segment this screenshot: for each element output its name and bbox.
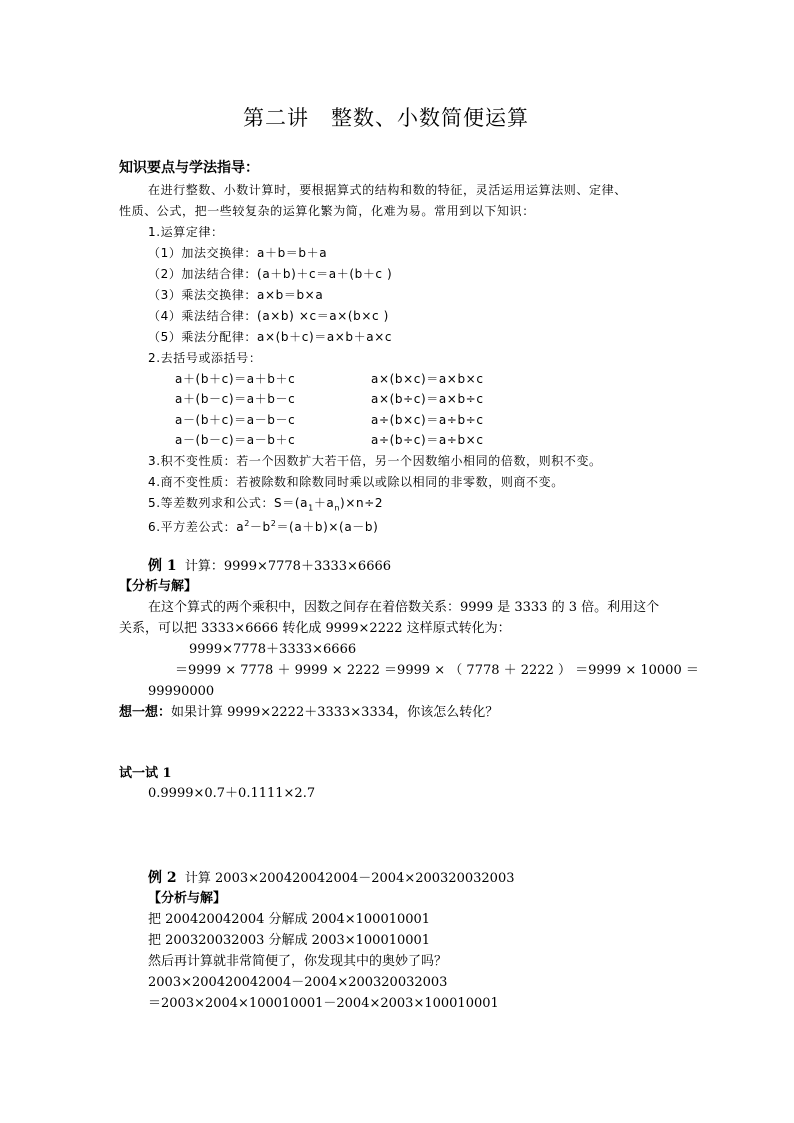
section-4-property: 4.商不变性质：若被除数和除数同时乘以或除以相同的非零数，则商不变。 — [148, 475, 564, 489]
section-2-heading: 2.去括号或添括号： — [148, 351, 262, 365]
example-2-step: 把 200420042004 分解成 2004×100010001 — [148, 912, 431, 927]
page-title: 第二讲 整数、小数简便运算 — [243, 106, 529, 130]
law-item: （5）乘法分配律：a×(b＋c)＝a×b＋a×c — [148, 330, 393, 344]
law-item: （1）加法交换律：a＋b＝b＋a — [148, 246, 328, 260]
section-6-formula: 6.平方差公式：$a^2-b^2=(a+b)\times(a-b)$ — [148, 519, 379, 534]
law-item: （3）乘法交换律：a×b＝b×a — [148, 288, 324, 302]
example-2-analysis-label: 【分析与解】 — [148, 891, 227, 906]
example-2-label: 例 2 — [148, 870, 177, 886]
bracket-rule-right: a×(b×c)＝a×b×c — [371, 372, 484, 386]
example-2-step: 2003×200420042004－2004×200320032003 — [148, 975, 448, 990]
knowledge-heading: 知识要点与学法指导： — [119, 160, 259, 176]
section-5-formula: 5.等差数列求和公式：$S=(a_1+a_n)\times n\div 2$ — [148, 496, 384, 513]
example-2-step: 把 200320032003 分解成 2003×100010001 — [148, 933, 431, 948]
example-2 — [148, 868, 514, 889]
example-1-problem: 计算：9999×7778＋3333×6666 — [184, 559, 392, 574]
example-1-label: 例 1 — [148, 558, 177, 574]
section-1-heading: 1.运算定律： — [148, 225, 224, 239]
example-2-step: 然后再计算就非常简便了，你发现其中的奥妙了吗？ — [148, 954, 448, 969]
intro-line-1: 在进行整数、小数计算时，要根据算式的结构和数的特征，灵活运用运算法则、定律、 — [148, 183, 627, 197]
try-1-label: 试一试 1 — [119, 766, 172, 781]
example-1-calc-line-2: ＝9999 × 7778 ＋ 9999 × 2222 ＝9999 × （ 7778 ＋ 2222 ） ＝9999 × 10000 ＝ — [175, 663, 699, 678]
example-1-calc-line-1: 9999×7778＋3333×6666 — [189, 642, 357, 657]
try-1-problem: 0.9999×0.7＋0.1111×2.7 — [148, 786, 316, 801]
bracket-rule-right: a÷(b÷c)＝a÷b×c — [371, 433, 484, 447]
bracket-rule-left: a＋(b－c)＝a＋b－c — [175, 392, 296, 406]
bracket-rule-left: a－(b－c)＝a－b＋c — [175, 433, 296, 447]
bracket-rule-left: a－(b＋c)＝a－b－c — [175, 413, 296, 427]
intro-line-2: 性质、公式，把一些较复杂的运算化繁为简，化难为易。常用到以下知识： — [119, 204, 535, 218]
law-item: （4）乘法结合律：(a×b) ×c＝a×(b×c ) — [148, 309, 389, 323]
example-1-analysis-line-1: 在这个算式的两个乘积中，因数之间存在着倍数关系：9999 是 3333 的 3 倍。利用这个 — [148, 600, 660, 615]
bracket-rule-right: a×(b÷c)＝a×b÷c — [371, 392, 484, 406]
example-1-analysis-label: 【分析与解】 — [119, 579, 198, 594]
law-item: （2）加法结合律：(a＋b)＋c＝a＋(b＋c ) — [148, 267, 393, 281]
example-1 — [148, 556, 391, 577]
think-label: 想一想： — [119, 705, 172, 720]
bracket-rule-left: a＋(b＋c)＝a＋b＋c — [175, 372, 296, 386]
section-3-property: 3.积不变性质：若一个因数扩大若干倍，另一个因数缩小相同的倍数，则积不变。 — [148, 454, 602, 468]
example-2-step: ＝2003×2004×100010001－2004×2003×100010001 — [148, 996, 499, 1011]
think-prompt — [119, 703, 498, 723]
example-1-analysis-line-2: 关系，可以把 3333×6666 转化成 9999×2222 这样原式转化为： — [119, 621, 511, 636]
example-1-calc-line-3: 99990000 — [148, 684, 215, 699]
think-text: 如果计算 9999×2222＋3333×3334，你该怎么转化？ — [171, 705, 499, 720]
bracket-rule-right: a÷(b×c)＝a÷b÷c — [371, 413, 484, 427]
example-2-problem: 计算 2003×200420042004－2004×200320032003 — [184, 871, 515, 886]
